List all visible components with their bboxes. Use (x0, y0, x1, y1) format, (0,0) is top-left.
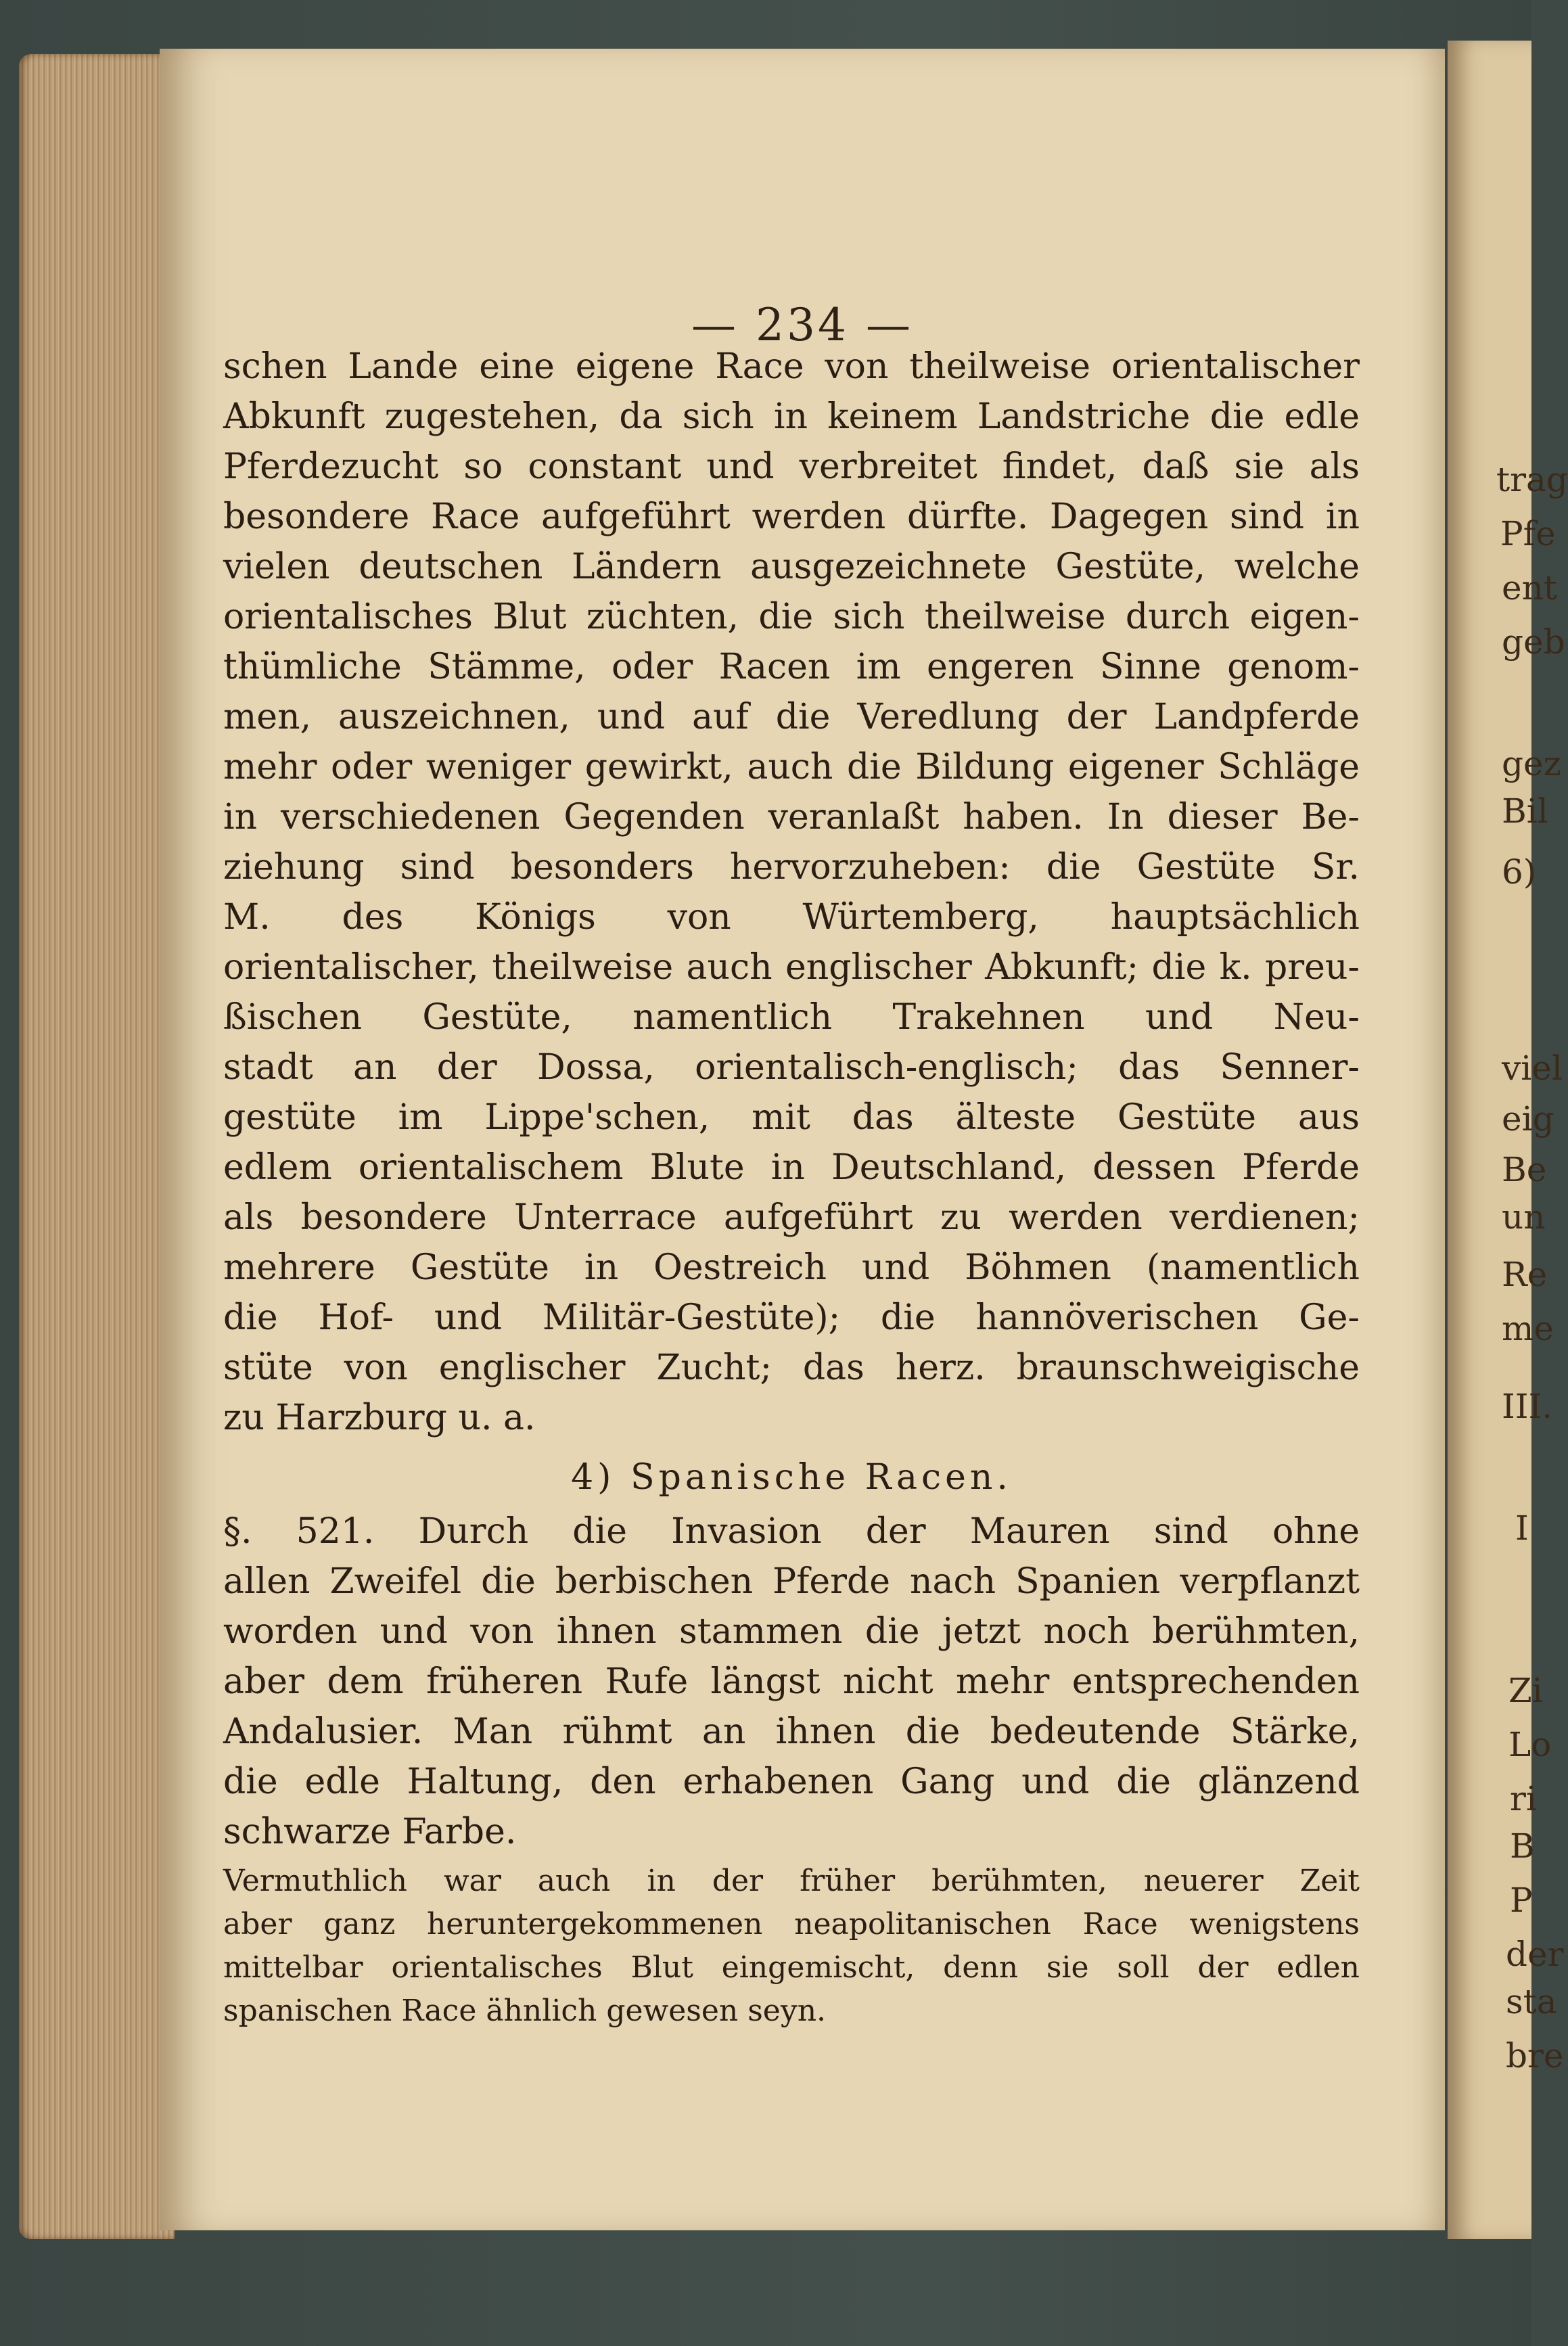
text-line: aber dem früheren Rufe längst nicht mehr entsprechenden (223, 1661, 1360, 1702)
facing-page-fragment: der (1506, 1935, 1564, 1974)
text-line: schwarze Farbe. (223, 1812, 517, 1852)
facing-page-fragment: gez (1502, 744, 1561, 783)
text-line: die edle Haltung, den erhabenen Gang und die glänzend (223, 1762, 1360, 1802)
text-line: orientalischer, theilweise auch englischer Abkunft; die k. preu- (223, 947, 1360, 988)
page-number: — 234 — (691, 299, 913, 351)
text-line: §. 521. Durch die Invasion der Mauren sind ohne (223, 1511, 1360, 1552)
text-line: mehrere Gestüte in Oestreich und Böhmen (namentlich (223, 1247, 1360, 1288)
footnote (223, 1860, 1360, 2033)
footnote-line: mittelbar orientalisches Blut eingemischt, denn sie soll der edlen (223, 1950, 1360, 1985)
text-line: gestüte im Lippe'schen, mit das älteste Gestüte aus (223, 1097, 1360, 1138)
body-paragraph (223, 342, 1360, 1443)
text-line: mehr oder weniger gewirkt, auch die Bildung eigener Schläge (223, 747, 1360, 787)
text-line: stadt an der Dossa, orientalisch-englisch; das Senner- (223, 1047, 1360, 1088)
text-line: die Hof- und Militär-Gestüte); die hannöverischen Ge- (223, 1297, 1360, 1338)
book-page-edges (19, 54, 175, 2239)
facing-page-fragment: ent (1502, 568, 1557, 607)
facing-page-fragment: Be (1502, 1150, 1547, 1189)
text-line: als besondere Unterrace aufgeführt zu werden verdienen; (223, 1197, 1360, 1238)
facing-page-fragment: Bil (1502, 791, 1548, 831)
footnote-line: aber ganz heruntergekommenen neapolitanischen Race wenigstens (223, 1907, 1360, 1941)
text-line: Abkunft zugestehen, da sich in keinem Landstriche die edle (223, 396, 1360, 437)
page-text (223, 342, 1360, 2033)
text-line: Pferdezucht so constant und verbreitet findet, daß sie als (223, 446, 1360, 487)
text-line: thümliche Stämme, oder Racen im engeren Sinne genom- (223, 647, 1360, 687)
text-line: edlem orientalischem Blute in Deutschland, dessen Pferde (223, 1147, 1360, 1188)
text-line: M. des Königs von Würtemberg, hauptsächlich (223, 897, 1360, 938)
section-paragraph (223, 1506, 1360, 1857)
facing-page-fragment: Zi (1508, 1671, 1543, 1710)
footnote-line: spanischen Race ähnlich gewesen seyn. (223, 1994, 827, 2028)
facing-page-fragment: me (1502, 1309, 1554, 1348)
footnote-line: Vermuthlich war auch in der früher berühmten, neuerer Zeit (223, 1864, 1360, 1898)
text-line: zu Harzburg u. a. (223, 1398, 536, 1438)
facing-page-fragment: eig (1502, 1099, 1554, 1138)
text-line: besondere Race aufgeführt werden dürfte. Dagegen sind in (223, 497, 1360, 537)
facing-page-edge (1448, 41, 1568, 2239)
facing-page-fragment: P (1510, 1881, 1533, 1920)
text-line: vielen deutschen Ländern ausgezeichnete Gestüte, welche (223, 547, 1360, 587)
text-line: stüte von englischer Zucht; das herz. braunschweigische (223, 1348, 1360, 1388)
facing-page-fragment: B (1510, 1826, 1535, 1866)
section-heading: 4) Spanische Racen. (571, 1457, 1012, 1498)
facing-page-fragment: III. (1502, 1387, 1553, 1426)
facing-page-fragment: trag (1496, 460, 1568, 499)
text-line: worden und von ihnen stammen die jetzt noch berühmten, (223, 1611, 1360, 1652)
text-line: allen Zweifel die berbischen Pferde nach Spanien verpflanzt (223, 1561, 1360, 1602)
text-line: Andalusier. Man rühmt an ihnen die bedeutende Stärke, (223, 1711, 1360, 1752)
text-line: ziehung sind besonders hervorzuheben: die Gestüte Sr. (223, 847, 1360, 888)
facing-page-fragment: geb (1502, 622, 1565, 662)
text-line: schen Lande eine eigene Race von theilweise orientalischer (223, 346, 1360, 387)
facing-page-fragment: Re (1502, 1255, 1548, 1294)
facing-page-fragment: I (1515, 1509, 1529, 1548)
facing-page-fragment: ri (1510, 1779, 1537, 1818)
facing-page-fragment: sta (1506, 1982, 1557, 2021)
facing-page-fragment: viel (1502, 1049, 1563, 1088)
facing-page-fragment: Lo (1508, 1725, 1552, 1764)
text-line: in verschiedenen Gegenden veranlaßt haben. In dieser Be- (223, 797, 1360, 837)
text-line: ßischen Gestüte, namentlich Trakehnen und Neu- (223, 997, 1360, 1038)
text-line: orientalisches Blut züchten, die sich theilweise durch eigen- (223, 597, 1360, 637)
facing-page-fragment: un (1502, 1197, 1546, 1237)
facing-page-fragment: 6) (1502, 852, 1537, 892)
text-line: men, auszeichnen, und auf die Veredlung der Landpferde (223, 697, 1360, 737)
facing-page-fragment: bre (1506, 2036, 1564, 2075)
facing-page-fragment: Pfe (1500, 514, 1556, 553)
